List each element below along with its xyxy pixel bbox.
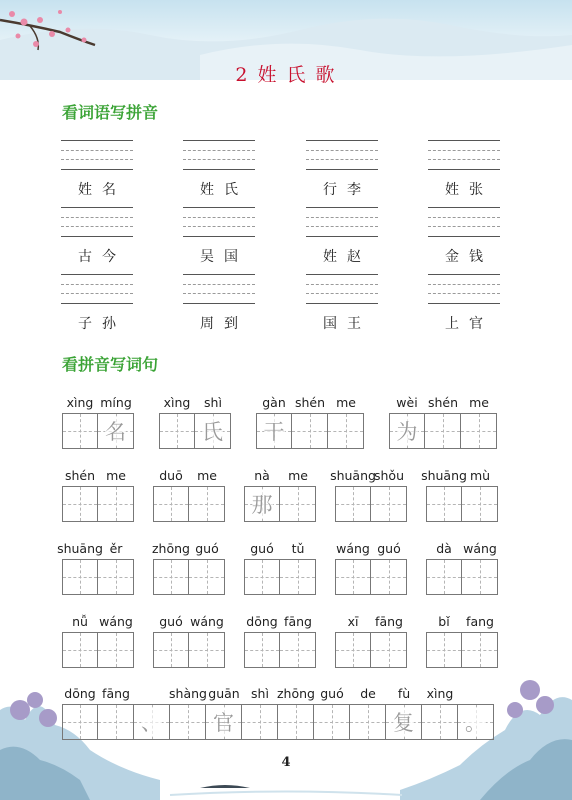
pinyin-syllable: bǐ [438, 614, 450, 629]
word-label: 姓张 [445, 182, 493, 198]
writing-cell[interactable] [189, 632, 225, 668]
writing-cell[interactable] [153, 486, 189, 522]
word-label: 姓名 [78, 182, 126, 198]
pinyin-syllable: fāng [284, 614, 312, 629]
pinyin-syllable: wáng [336, 541, 370, 556]
word-label: 金钱 [445, 249, 493, 265]
writing-cell[interactable] [62, 559, 98, 595]
writing-cell[interactable] [371, 632, 407, 668]
hint-character: 名 [105, 416, 126, 446]
writing-cell[interactable] [98, 559, 134, 595]
character-grid [153, 486, 225, 522]
section-heading-write-pinyin: 看词语写拼音 [62, 103, 159, 122]
word-label: 上官 [445, 316, 493, 332]
pinyin-writing-line[interactable] [61, 140, 133, 170]
word-item [61, 274, 133, 333]
writing-cell[interactable] [335, 486, 371, 522]
pinyin-syllable: shén [294, 395, 326, 410]
character-grid [159, 413, 231, 449]
writing-cell[interactable] [314, 704, 350, 740]
pinyin-syllable: fāng [375, 614, 403, 629]
writing-cell[interactable] [278, 704, 314, 740]
writing-cell[interactable] [328, 413, 364, 449]
writing-cell[interactable] [98, 704, 134, 740]
writing-cell[interactable] [98, 413, 134, 449]
word-item [183, 140, 255, 199]
pinyin-writing-line[interactable] [183, 274, 255, 304]
pinyin-syllable: de [360, 686, 376, 701]
pinyin-syllable: dōng [246, 614, 278, 629]
writing-cell[interactable] [386, 704, 422, 740]
writing-cell[interactable] [62, 413, 98, 449]
character-grid [426, 486, 498, 522]
title-char: 歌 [315, 64, 337, 86]
pinyin-syllable: fāng [102, 686, 130, 701]
writing-cell[interactable] [206, 704, 242, 740]
page-number: 4 [281, 755, 291, 770]
writing-cell[interactable] [244, 559, 280, 595]
pinyin-syllable: míng [100, 395, 132, 410]
pinyin-syllable: me [469, 395, 489, 410]
pinyin-syllable: mù [469, 468, 491, 483]
character-grid [62, 486, 134, 522]
word-label: 古今 [78, 249, 126, 265]
hint-character: 氏 [202, 416, 223, 446]
writing-cell[interactable] [389, 413, 425, 449]
writing-cell[interactable] [242, 704, 278, 740]
pinyin-syllable: shuāng [57, 541, 103, 556]
hint-character: 复 [393, 707, 414, 737]
hint-character: 那 [252, 489, 273, 519]
writing-cell[interactable] [62, 486, 98, 522]
pinyin-syllable: wáng [190, 614, 224, 629]
writing-cell[interactable] [134, 704, 170, 740]
pinyin-syllable: shì [251, 686, 269, 701]
word-label: 子孙 [78, 316, 126, 332]
pinyin-syllable: xī [347, 614, 359, 629]
hint-character: 官 [213, 707, 234, 737]
word-item [306, 140, 378, 199]
pinyin-syllable: guó [320, 686, 344, 701]
writing-cell[interactable] [153, 559, 189, 595]
pinyin-syllable: xìng [163, 395, 191, 410]
writing-cell[interactable] [335, 632, 371, 668]
writing-cell[interactable] [371, 486, 407, 522]
word-label: 姓赵 [323, 249, 371, 265]
writing-cell[interactable] [422, 704, 458, 740]
pinyin-writing-line[interactable] [61, 274, 133, 304]
writing-cell[interactable] [462, 486, 498, 522]
pinyin-syllable: me [106, 468, 126, 483]
pinyin-writing-line[interactable] [61, 207, 133, 237]
pinyin-syllable: guó [377, 541, 401, 556]
word-item [306, 274, 378, 333]
writing-cell[interactable] [462, 632, 498, 668]
writing-cell[interactable] [425, 413, 461, 449]
writing-cell[interactable] [62, 704, 98, 740]
pinyin-syllable: nǚ [72, 614, 88, 629]
writing-cell[interactable] [189, 486, 225, 522]
character-grid [153, 632, 225, 668]
pinyin-syllable: ěr [109, 541, 123, 556]
pinyin-syllable: shén [427, 395, 459, 410]
writing-cell[interactable] [335, 559, 371, 595]
writing-cell[interactable] [462, 559, 498, 595]
character-grid [426, 632, 498, 668]
character-grid [335, 559, 407, 595]
pinyin-syllable: shì [204, 395, 222, 410]
character-grid [244, 559, 316, 595]
hint-character: 、 [141, 707, 162, 737]
word-label: 行李 [323, 182, 371, 198]
pinyin-syllable: nà [254, 468, 270, 483]
writing-cell[interactable] [426, 632, 462, 668]
writing-cell[interactable] [98, 632, 134, 668]
pinyin-syllable: fù [397, 686, 411, 701]
pinyin-writing-line[interactable] [306, 274, 378, 304]
pinyin-syllable: zhōng [277, 686, 315, 701]
pinyin-syllable: shǒu [373, 468, 405, 483]
pinyin-syllable: gàn [262, 395, 286, 410]
character-grid [62, 413, 134, 449]
writing-cell[interactable] [189, 559, 225, 595]
title-char: 姓 [257, 64, 279, 86]
pinyin-syllable: tǔ [291, 541, 305, 556]
page-title [0, 60, 572, 87]
character-grid [335, 486, 407, 522]
word-item [306, 207, 378, 266]
writing-cell[interactable] [244, 486, 280, 522]
hint-character: 为 [397, 416, 418, 446]
character-grid [153, 559, 225, 595]
pinyin-writing-line[interactable] [428, 274, 500, 304]
hint-character: 。 [465, 707, 486, 737]
word-label: 吴国 [200, 249, 248, 265]
word-item [183, 207, 255, 266]
writing-cell[interactable] [371, 559, 407, 595]
writing-cell[interactable] [256, 413, 292, 449]
writing-cell[interactable] [62, 632, 98, 668]
writing-cell[interactable] [426, 559, 462, 595]
writing-cell[interactable] [153, 632, 189, 668]
pinyin-writing-line[interactable] [428, 140, 500, 170]
pinyin-writing-line[interactable] [306, 140, 378, 170]
pinyin-syllable: fang [466, 614, 494, 629]
pinyin-syllable: guó [250, 541, 274, 556]
character-grid [389, 413, 497, 449]
character-grid [244, 632, 316, 668]
writing-cell[interactable] [98, 486, 134, 522]
character-grid [335, 632, 407, 668]
word-label: 国王 [323, 316, 371, 332]
pinyin-syllable: shén [64, 468, 96, 483]
pinyin-writing-line[interactable] [183, 140, 255, 170]
pinyin-syllable: guó [195, 541, 219, 556]
pinyin-syllable: guó [159, 614, 183, 629]
pinyin-syllable: me [336, 395, 356, 410]
section-heading-write-words: 看拼音写词句 [62, 355, 159, 374]
pinyin-syllable: guān [208, 686, 240, 701]
pinyin-writing-line[interactable] [306, 207, 378, 237]
word-label: 姓氏 [200, 182, 248, 198]
writing-cell[interactable] [461, 413, 497, 449]
word-label: 周到 [200, 316, 248, 332]
character-grid [256, 413, 364, 449]
word-item [428, 274, 500, 333]
writing-cell[interactable] [170, 704, 206, 740]
pinyin-syllable: shuāng [421, 468, 467, 483]
hint-character: 干 [264, 416, 285, 446]
pinyin-syllable: me [197, 468, 217, 483]
character-grid [62, 559, 134, 595]
title-number: 2 [235, 64, 250, 86]
pinyin-writing-line[interactable] [183, 207, 255, 237]
pinyin-syllable: me [288, 468, 308, 483]
word-item [61, 207, 133, 266]
writing-cell[interactable] [458, 704, 494, 740]
writing-cell[interactable] [195, 413, 231, 449]
word-item [183, 274, 255, 333]
writing-cell[interactable] [350, 704, 386, 740]
character-grid [62, 704, 494, 740]
pinyin-syllable: wèi [396, 395, 418, 410]
pinyin-syllable: dà [436, 541, 452, 556]
pinyin-syllable: dōng [64, 686, 96, 701]
word-item [61, 140, 133, 199]
character-grid [244, 486, 316, 522]
writing-cell[interactable] [159, 413, 195, 449]
character-grid [62, 632, 134, 668]
pinyin-syllable: shuāng [330, 468, 376, 483]
character-grid [426, 559, 498, 595]
pinyin-syllable: zhōng [152, 541, 190, 556]
pinyin-syllable: wáng [99, 614, 133, 629]
pinyin-syllable: shàng [169, 686, 207, 701]
writing-cell[interactable] [280, 486, 316, 522]
word-item [428, 207, 500, 266]
writing-cell[interactable] [280, 632, 316, 668]
pinyin-syllable: xìng [426, 686, 454, 701]
pinyin-syllable: xìng [66, 395, 94, 410]
title-char: 氏 [286, 64, 308, 86]
writing-cell[interactable] [280, 559, 316, 595]
pinyin-syllable: duō [159, 468, 183, 483]
pinyin-writing-line[interactable] [428, 207, 500, 237]
word-item [428, 140, 500, 199]
writing-cell[interactable] [292, 413, 328, 449]
writing-cell[interactable] [426, 486, 462, 522]
writing-cell[interactable] [244, 632, 280, 668]
pinyin-syllable: wáng [463, 541, 497, 556]
